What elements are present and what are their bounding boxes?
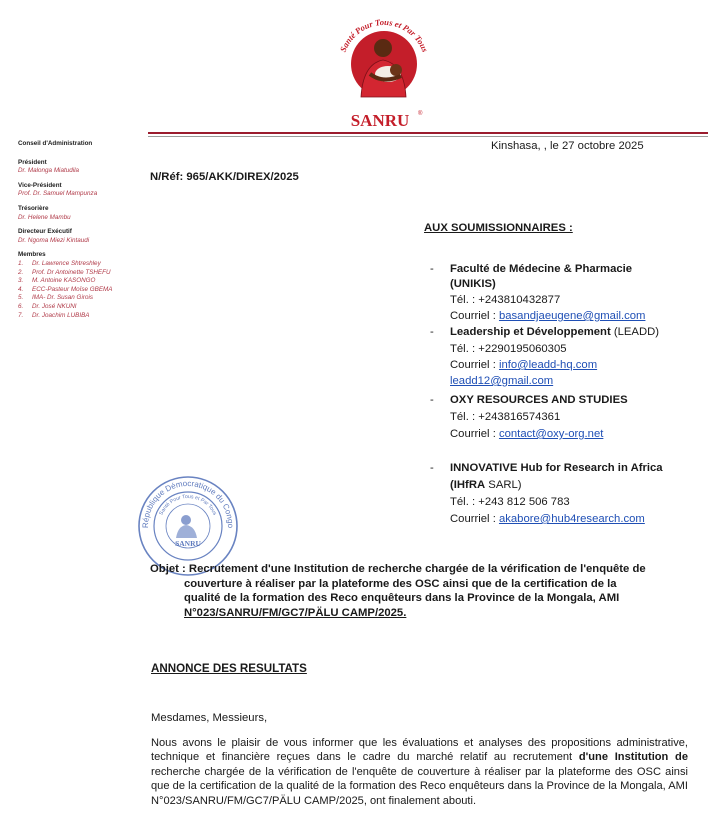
reference-number: N/Réf: 965/AKK/DIREX/2025 — [150, 171, 299, 183]
member-number: 1. — [18, 259, 24, 267]
member-name: M. Antoine KASONGO — [32, 277, 96, 285]
president-name: Dr. Malonga Miatudila — [18, 167, 80, 175]
stamp-outer-text: République Démocratique du Congo — [140, 478, 236, 529]
recipient-email-line — [450, 358, 597, 372]
body-text: Nous avons le plaisir de vous informer que les évaluations et analyses des propositions administrative, technique et financière reçues dans le cadre du marché relatif au recrutement — [151, 737, 688, 764]
member-name: Dr. José NKUNI — [32, 302, 77, 310]
city-date: Kinshasa, , le 27 octobre 2025 — [491, 140, 644, 152]
member-number: 5. — [18, 294, 24, 302]
member-item — [18, 312, 146, 321]
email-link[interactable]: akabore@hub4research.com — [498, 513, 645, 525]
member-item — [18, 260, 146, 269]
director-name: Dr. Ngoma Miezi Kintaudi — [18, 236, 90, 244]
recipient-name-abbr — [450, 478, 522, 492]
treasurer-label: Trésorière — [18, 204, 49, 212]
recipient-abbr-bold: (IHfRA — [450, 479, 486, 491]
results-announcement-heading: ANNONCE DES RESULTATS — [151, 662, 307, 675]
recipient-phone: Tél. : +2290195060305 — [450, 343, 567, 355]
subject-reference: N°023/SANRU/FM/GC7/PÄLU CAMP/2025. — [184, 606, 407, 619]
recipient-email-line — [450, 427, 603, 441]
registered-mark: ® — [418, 111, 423, 117]
letter-subject — [150, 562, 690, 620]
member-item — [18, 303, 146, 312]
member-number: 3. — [18, 277, 24, 285]
stamp-inner-text: Santé Pour Tous et Par Tous — [158, 493, 218, 517]
member-number: 6. — [18, 302, 24, 310]
vice-president-name: Prof. Dr. Samuel Mampunza — [18, 190, 98, 198]
list-dash: - — [430, 263, 434, 275]
member-name: Dr. Lawrence Shtreshley — [32, 259, 101, 267]
recipient-phone: Tél. : +243816574361 — [450, 411, 561, 423]
recipient-name-abbr: (UNIKIS) — [450, 278, 496, 290]
email-link[interactable]: contact@oxy-org.net — [498, 428, 604, 440]
recipients-title: AUX SOUMISSIONNAIRES : — [424, 222, 573, 234]
stamp-brand: SANRU — [175, 539, 201, 548]
member-name: IMA- Dr. Susan Girois — [32, 294, 93, 302]
director-label: Directeur Exécutif — [18, 228, 72, 236]
recipient-name — [450, 325, 659, 339]
email-link[interactable]: info@leadd-hq.com — [498, 359, 598, 371]
member-number: 4. — [18, 285, 24, 293]
members-label: Membres — [18, 251, 46, 259]
member-item — [18, 269, 146, 278]
member-number: 7. — [18, 311, 24, 319]
body-text: recherche chargée de la vérification de l'enquête de couverture à réaliser par la plateforme des OSC ainsi que de la certification de la qualité de la formation des Reco enquêteurs dans la Province de la Mongala, AMI N°023/SANRU/FM/GC7/PÄLU CAMP/2025, ont finalement abouti. — [151, 765, 688, 807]
subject-line: couverture à réaliser par la plateforme des OSC ainsi que de la certification de la — [184, 577, 617, 590]
list-dash: - — [430, 394, 434, 406]
recipient-phone: Tél. : +243810432877 — [450, 294, 561, 306]
email-link-secondary[interactable]: leadd12@gmail.com — [450, 375, 554, 387]
body-text-bold: d'une Institution de — [578, 751, 688, 764]
member-name: Dr. Joachim LUBIBA — [32, 311, 90, 319]
email-link[interactable]: basandjaeugene@gmail.com — [498, 310, 646, 322]
president-label: Président — [18, 158, 47, 166]
subject-line: Objet : Recrutement d'une Institution de recherche chargée de la vérification de l'enquête de — [150, 563, 646, 575]
header-rule-red — [148, 132, 708, 134]
recipient-abbr-rest: SARL) — [485, 479, 522, 491]
board-sidebar — [18, 140, 146, 320]
treasurer-name: Dr. Helene Mambu — [18, 213, 71, 221]
member-number: 2. — [18, 268, 24, 276]
recipient-name-bold: Leadership et Développement — [450, 326, 611, 338]
council-heading: Conseil d'Administration — [18, 140, 93, 147]
member-item — [18, 277, 146, 286]
recipient-name-abbr: (LEADD) — [610, 326, 660, 338]
list-dash: - — [430, 326, 434, 338]
email-label: Courriel : — [450, 359, 499, 371]
body-paragraph — [151, 736, 688, 808]
vice-president-label: Vice-Président — [18, 181, 62, 189]
sanru-logo-emblem — [325, 4, 443, 132]
recipient-name: Faculté de Médecine & Pharmacie — [450, 263, 633, 275]
sanru-logo — [325, 4, 443, 132]
member-item — [18, 294, 146, 303]
email-label: Courriel : — [450, 310, 499, 322]
logo-arc-text: Santé Pour Tous et Par Tous — [337, 16, 431, 54]
recipient-phone: Tél. : +243 812 506 783 — [450, 496, 570, 508]
salutation: Mesdames, Messieurs, — [151, 712, 268, 724]
recipient-name: OXY RESOURCES AND STUDIES — [450, 394, 628, 406]
email-label: Courriel : — [450, 428, 499, 440]
recipient-email-line — [450, 309, 645, 323]
recipient-email-line — [450, 512, 645, 526]
list-dash: - — [430, 462, 434, 474]
member-name: ECC-Pasteur Moïse GBEMA — [32, 285, 113, 293]
email-label: Courriel : — [450, 513, 499, 525]
logo-brand-text: SANRU — [350, 111, 410, 130]
recipient-name: INNOVATIVE Hub for Research in Africa — [450, 462, 663, 474]
header-rule-grey — [148, 136, 708, 137]
member-name: Prof. Dr Antoinette TSHEFU — [32, 268, 111, 276]
member-item — [18, 286, 146, 295]
subject-line: qualité de la formation des Reco enquêteurs dans la Province de la Mongala, AMI — [184, 592, 620, 605]
